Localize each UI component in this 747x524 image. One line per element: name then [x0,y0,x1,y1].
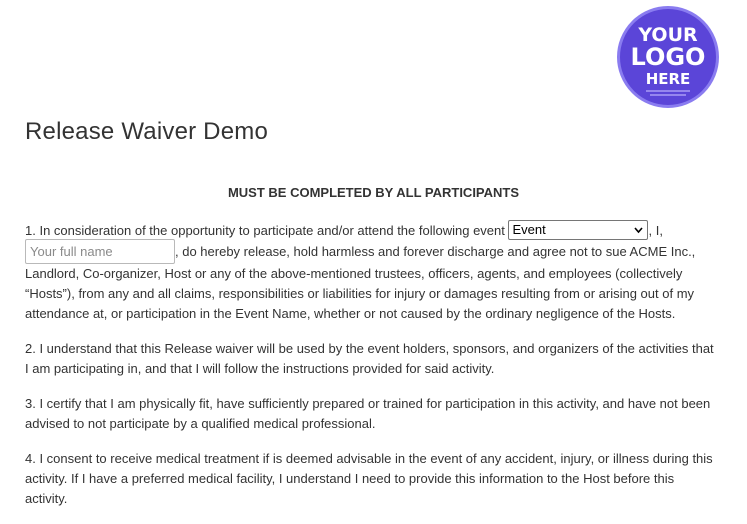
full-name-input[interactable] [25,239,175,264]
page-title: Release Waiver Demo [25,118,268,145]
clause-4: 4. I consent to receive medical treatment if is deemed advisable in the event of any accident, injury, or illness during this activity. If I have a preferred medical facility, I understand I need to provide this information to the Host before this activity. [25,451,713,506]
company-logo [617,6,719,108]
clause-1-intro: 1. In consideration of the opportunity to participate and/or attend the following event [25,223,509,238]
logo-text-line-1: YOUR [638,24,698,46]
event-select-value: Event [512,222,546,238]
event-select[interactable] [508,220,648,240]
logo-text-line-3: HERE [645,70,691,88]
clause-2: 2. I understand that this Release waiver will be used by the event holders, sponsors, and organizers of the activities that I am participating in, and that I will follow the instructions provided for said activity. [25,341,714,376]
chevron-down-icon [634,226,643,234]
logo-text-line-2: LOGO [630,43,706,71]
section-heading: MUST BE COMPLETED BY ALL PARTICIPANTS [227,185,520,200]
logo-artwork [620,9,716,105]
waiver-body [25,221,719,524]
clause-1-separator: , I, [648,223,663,238]
clause-3: 3. I certify that I am physically fit, have sufficiently prepared or trained for participation in this activity, and have not been advised to not participate by a qualified medical professional. [25,396,711,431]
clause-1-body: , do hereby release, hold harmless and forever discharge and agree not to sue ACME Inc., Landlord, Co-organizer, Host or any of the above-mentioned trustees, officers, agents, and employees (collectively “Hosts”), from any and all claims, responsibilities or liabilities for injury or damages resulting from or arising out of my attendance at, or participation in the Event Name, whether or not caused by the ordinary negligence of the Hosts. [25,243,696,321]
clause-1 [25,221,719,324]
